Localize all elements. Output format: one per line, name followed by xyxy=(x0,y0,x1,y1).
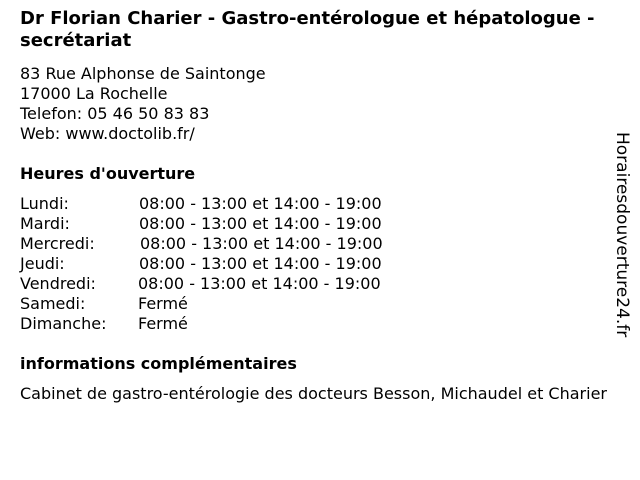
page-title: Dr Florian Charier - Gastro-entérologue et hépatologue - secrétariat xyxy=(20,8,595,51)
hours-time: 08:00 - 13:00 et 14:00 - 19:00 xyxy=(139,214,382,233)
phone-number: Telefon: 05 46 50 83 83 xyxy=(20,104,210,123)
site-watermark: Horairesdouverture24.fr xyxy=(612,132,632,338)
hours-day: Dimanche: xyxy=(20,314,107,333)
hours-day: Mercredi: xyxy=(20,234,95,253)
hours-time: 08:00 - 13:00 et 14:00 - 19:00 xyxy=(138,274,381,293)
hours-day: Samedi: xyxy=(20,294,86,313)
hours-time: 08:00 - 13:00 et 14:00 - 19:00 xyxy=(139,254,382,273)
additional-info-heading: informations complémentaires xyxy=(20,354,297,373)
website-link[interactable]: Web: www.doctolib.fr/ xyxy=(20,124,195,143)
hours-day: Lundi: xyxy=(20,194,69,213)
city-address: 17000 La Rochelle xyxy=(20,84,168,103)
address-block xyxy=(20,64,266,144)
opening-hours-heading: Heures d'ouverture xyxy=(20,164,196,183)
hours-time: Fermé xyxy=(138,294,188,313)
hours-time: 08:00 - 13:00 et 14:00 - 19:00 xyxy=(140,234,383,253)
hours-day: Jeudi: xyxy=(20,254,65,273)
hours-day: Mardi: xyxy=(20,214,70,233)
hours-time: Fermé xyxy=(138,314,188,333)
additional-info-text: Cabinet de gastro-entérologie des docteurs Besson, Michaudel et Charier xyxy=(20,384,607,403)
hours-day: Vendredi: xyxy=(20,274,96,293)
street-address: 83 Rue Alphonse de Saintonge xyxy=(20,64,266,83)
hours-time: 08:00 - 13:00 et 14:00 - 19:00 xyxy=(139,194,382,213)
